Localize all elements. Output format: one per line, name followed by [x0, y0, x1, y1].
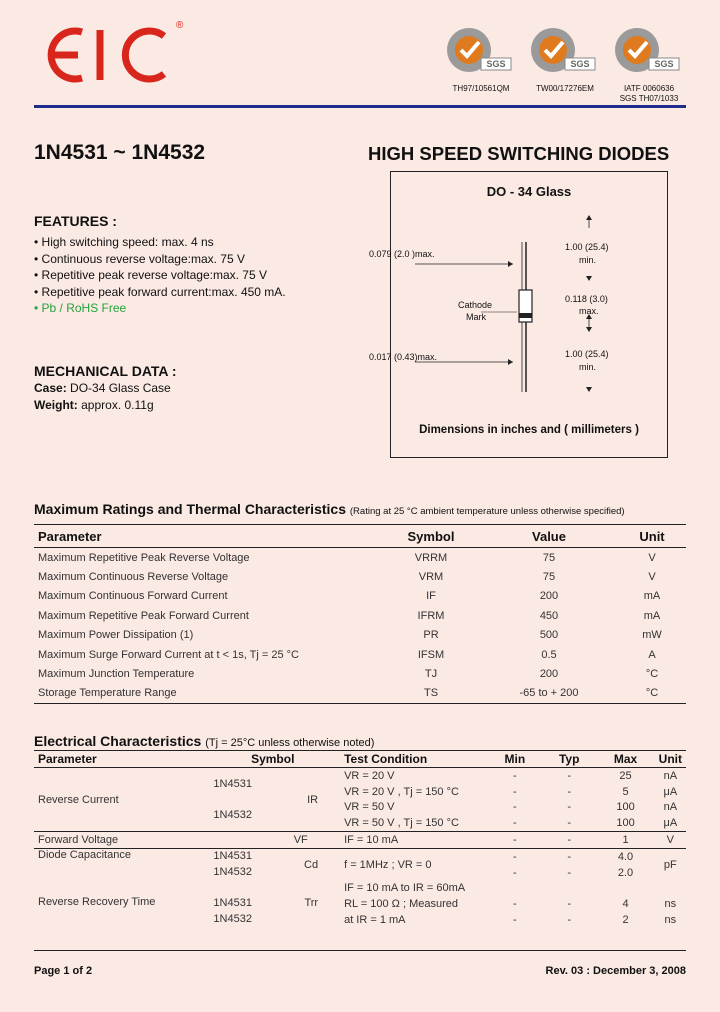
typ: - — [567, 769, 572, 782]
unit: pF — [663, 858, 677, 871]
min: - — [513, 898, 517, 911]
symbol: VRRM — [414, 551, 448, 564]
min: - — [513, 769, 517, 782]
max: 25 — [619, 769, 632, 782]
max: 4.0 — [617, 850, 634, 863]
typ: - — [542, 832, 596, 849]
value: 75 — [542, 551, 556, 564]
weight-label: Weight: — [34, 397, 78, 412]
cond: at IR = 1 mA — [344, 914, 406, 927]
col-max: Max — [596, 751, 654, 768]
feature-item: • Continuous reverse voltage:max. 75 V — [34, 251, 245, 266]
typ: - — [567, 785, 572, 798]
symbol: PR — [423, 629, 439, 642]
cond: IF = 10 mA — [340, 832, 488, 849]
cond: RL = 100 Ω ; Measured — [344, 898, 458, 911]
value: 0.5 — [541, 648, 557, 661]
cert-code-1: TH97/10561QM — [452, 84, 510, 93]
table-row — [34, 881, 686, 897]
mark-label: Mark — [466, 312, 486, 322]
symbol: IR — [307, 793, 319, 806]
symbol: IFRM — [417, 609, 445, 622]
unit: °C — [618, 684, 686, 704]
ratings-table — [34, 524, 686, 704]
electrical-note: (Tj = 25°C unless otherwise noted) — [205, 737, 375, 749]
electrical-table — [34, 750, 686, 928]
page-number: Page 1 of 2 — [34, 965, 93, 977]
ratings-note: (Rating at 25 °C ambient temperature unless otherwise specified) — [349, 506, 625, 517]
electrical-heading — [34, 733, 374, 749]
unit: nA — [663, 769, 678, 782]
part: 1N4531 — [213, 777, 252, 790]
param: Maximum Repetitive Peak Forward Current — [38, 609, 249, 622]
feature-item: • High switching speed: max. 4 ns — [34, 235, 214, 249]
cert-badge-3 — [611, 22, 683, 82]
typ: - — [567, 866, 572, 879]
header-divider — [34, 105, 686, 108]
case-value: DO-34 Glass Case — [70, 381, 171, 395]
cert-seal-icon — [443, 22, 515, 82]
part-number: 1N4531 ~ 1N4532 — [34, 141, 206, 164]
mechanical-heading: MECHANICAL DATA : — [34, 363, 177, 379]
dim-body: 0.118 (3.0) — [565, 294, 608, 304]
dim-top-lead-min: min. — [579, 255, 597, 265]
symbol: IF — [426, 590, 436, 603]
max: 2.0 — [617, 866, 634, 879]
part: 1N4532 — [213, 808, 252, 821]
unit: μA — [655, 815, 686, 831]
max: 2 — [622, 914, 629, 927]
cert-code-2: TW00/17276EM — [536, 84, 594, 93]
max: 5 — [622, 785, 629, 798]
max: 100 — [596, 815, 654, 831]
table-row — [34, 567, 686, 586]
value: -65 to + 200 — [480, 684, 618, 704]
table-row — [34, 896, 686, 912]
eic-logo — [34, 22, 194, 88]
symbol: Trr — [304, 897, 319, 910]
dim-wire: 0.017 (0.43)max. — [369, 352, 438, 362]
max: 100 — [616, 801, 635, 814]
svg-text:SGS: SGS — [570, 59, 590, 69]
trr-symbol-cell — [205, 896, 340, 928]
min: - — [513, 866, 517, 879]
cert-badge-1 — [443, 22, 515, 82]
param: Maximum Junction Temperature — [38, 668, 195, 681]
cap-parts — [205, 849, 252, 881]
min: - — [488, 815, 542, 831]
cond: VR = 50 V — [344, 801, 395, 814]
cert-seal-icon — [527, 22, 599, 82]
col-typ: Typ — [542, 751, 596, 768]
reverse-parts — [205, 769, 252, 831]
symbol: IFSM — [417, 648, 445, 661]
unit: mA — [643, 609, 661, 622]
svg-text:SGS: SGS — [486, 59, 506, 69]
dim-top-lead: 1.00 (25.4) — [565, 242, 609, 252]
table-row — [34, 587, 686, 606]
cert-badge-2 — [527, 22, 599, 82]
min: - — [513, 914, 517, 927]
weight-value: approx. 0.11g — [81, 397, 154, 412]
max: 4 — [622, 898, 629, 911]
table-row — [34, 832, 686, 849]
package-drawing-box — [369, 171, 668, 458]
cond: VR = 20 V — [344, 769, 395, 782]
col-unit: Unit — [655, 751, 686, 768]
cathode-label: Cathode — [458, 300, 493, 310]
typ: - — [542, 815, 596, 831]
case-label: Case: — [34, 381, 67, 395]
cap-symbol-cell — [205, 848, 340, 880]
dim-bottom-lead-min: min. — [579, 362, 597, 372]
feature-item-rohs: • Pb / RoHS Free — [34, 301, 127, 316]
typ: - — [567, 914, 572, 927]
value: 200 — [539, 668, 559, 681]
dim-body-max: max. — [579, 306, 599, 316]
electrical-title: Electrical Characteristics — [34, 733, 202, 749]
param-forward-voltage: Forward Voltage — [34, 832, 205, 849]
param: Maximum Continuous Forward Current — [38, 590, 228, 603]
unit: V — [648, 571, 656, 584]
value: 200 — [539, 590, 559, 603]
table-row — [34, 768, 686, 784]
cond: VR = 50 V , Tj = 150 °C — [340, 815, 488, 831]
col-parameter: Parameter — [34, 525, 382, 548]
svg-text:SGS: SGS — [654, 59, 674, 69]
dim-lead-diameter: 0.079 (2.0 )max. — [369, 249, 435, 259]
symbol: VF — [205, 832, 340, 849]
dimensions-caption: Dimensions in inches and ( millimeters ) — [419, 424, 639, 436]
col-value: Value — [480, 525, 618, 548]
unit: V — [648, 551, 656, 564]
param-reverse-current: Reverse Current — [34, 768, 205, 832]
table-row — [34, 684, 686, 704]
cert-code-3b: SGS TH07/1033 — [619, 94, 679, 103]
diode-outline-drawing — [391, 172, 667, 457]
value: 500 — [539, 629, 559, 642]
features-list — [34, 234, 286, 317]
table-row — [34, 848, 686, 864]
unit: °C — [645, 668, 659, 681]
cert-code-3: IATF 0060636 — [623, 84, 675, 93]
max: 1 — [596, 832, 654, 849]
col-unit: Unit — [618, 525, 686, 548]
symbol: TJ — [424, 668, 438, 681]
typ: - — [567, 850, 572, 863]
col-test-condition: Test Condition — [340, 751, 488, 768]
min: - — [513, 785, 517, 798]
param-diode-capacitance: Diode Capacitance — [38, 848, 131, 861]
part: 1N4532 — [213, 865, 252, 878]
param: Maximum Repetitive Peak Reverse Voltage — [38, 551, 250, 564]
unit: V — [655, 832, 686, 849]
cond: VR = 20 V , Tj = 150 °C — [344, 785, 459, 798]
feature-item: • Repetitive peak forward current:max. 450 mA. — [34, 284, 286, 299]
min: - — [513, 850, 517, 863]
trr-parts — [205, 896, 252, 928]
dim-bottom-lead: 1.00 (25.4) — [565, 349, 609, 359]
features-heading: FEATURES : — [34, 213, 117, 229]
mechanical-data — [34, 380, 171, 413]
table-row — [34, 626, 686, 645]
unit: nA — [663, 801, 678, 814]
param-reverse-recovery-time: Reverse Recovery Time — [38, 896, 156, 909]
part: 1N4531 — [213, 897, 252, 910]
typ: - — [567, 801, 572, 814]
symbol: TS — [382, 684, 480, 704]
symbol: VRM — [418, 571, 444, 584]
typ: - — [567, 898, 572, 911]
table-row — [34, 548, 686, 568]
col-symbol: Symbol — [205, 751, 340, 768]
min: - — [488, 832, 542, 849]
part: 1N4532 — [213, 913, 252, 926]
unit: ns — [664, 914, 677, 927]
product-description: HIGH SPEED SWITCHING DIODES — [368, 143, 670, 164]
feature-item: • Repetitive peak reverse voltage:max. 75 V — [34, 268, 267, 283]
col-symbol: Symbol — [382, 525, 480, 548]
unit: mW — [642, 629, 662, 642]
col-min: Min — [488, 751, 542, 768]
registered-mark: ® — [176, 20, 184, 31]
col-parameter: Parameter — [34, 751, 205, 768]
table-row — [34, 645, 686, 664]
footer-divider — [34, 950, 686, 951]
symbol: Cd — [304, 858, 319, 871]
package-title: DO - 34 Glass — [486, 184, 572, 199]
param: Maximum Continuous Reverse Voltage — [38, 571, 229, 584]
ratings-heading — [34, 501, 625, 517]
param: Storage Temperature Range — [34, 684, 382, 704]
unit: mA — [643, 590, 661, 603]
table-row — [34, 606, 686, 625]
unit: A — [648, 648, 656, 661]
unit: μA — [663, 785, 678, 798]
reverse-symbol-cell — [205, 768, 340, 832]
value: 450 — [539, 609, 559, 622]
ratings-title: Maximum Ratings and Thermal Characteristics — [34, 501, 346, 517]
table-row — [34, 664, 686, 683]
cond: f = 1MHz ; VR = 0 — [344, 858, 432, 871]
min: - — [513, 801, 517, 814]
cert-seal-icon — [611, 22, 683, 82]
unit: ns — [664, 898, 677, 911]
param: Maximum Power Dissipation (1) — [38, 629, 194, 642]
revision: Rev. 03 : December 3, 2008 — [545, 965, 686, 977]
value: 75 — [542, 571, 556, 584]
cond: IF = 10 mA to IR = 60mA — [344, 882, 466, 895]
part: 1N4531 — [213, 849, 252, 862]
param: Maximum Surge Forward Current at t < 1s, Tj = 25 °C — [38, 648, 299, 661]
